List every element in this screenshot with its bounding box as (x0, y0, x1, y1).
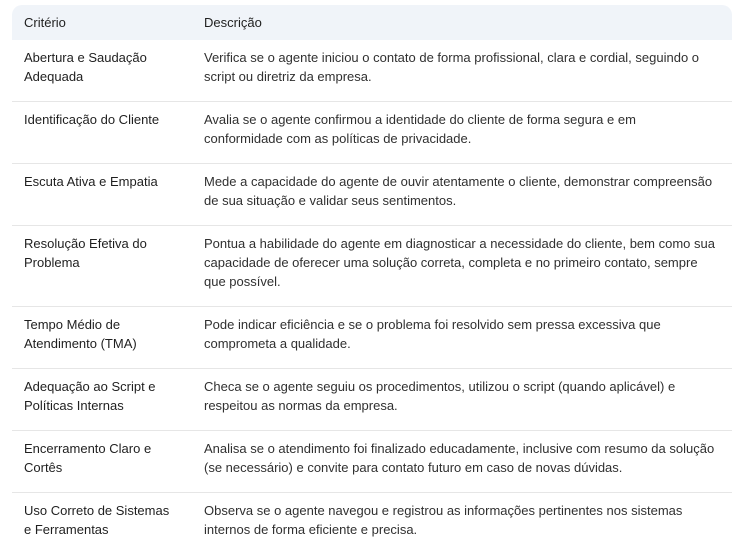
criteria-table (12, 5, 732, 554)
cell-descricao: Avalia se o agente confirmou a identidade do cliente de forma segura e em conformidade com as políticas de privacidade. (204, 112, 636, 146)
cell-criterio: Escuta Ativa e Empatia (24, 174, 158, 189)
header-descricao: Descrição (192, 5, 732, 40)
cell-criterio: Resolução Efetiva do Problema (24, 236, 147, 270)
cell-descricao: Checa se o agente seguiu os procedimentos, utilizou o script (quando aplicável) e respeitou as normas da empresa. (204, 379, 676, 413)
cell-descricao: Analisa se o atendimento foi finalizado educadamente, inclusive com resumo da solução (se necessário) e convite para contato futuro em caso de novas dúvidas. (204, 441, 715, 475)
cell-descricao: Pode indicar eficiência e se o problema foi resolvido sem pressa excessiva que comprometa a qualidade. (204, 317, 661, 351)
table-row (12, 493, 732, 555)
cell-criterio: Identificação do Cliente (24, 112, 160, 127)
cell-criterio: Uso Correto de Sistemas e Ferramentas (24, 503, 170, 537)
cell-criterio: Abertura e Saudação Adequada (24, 50, 147, 84)
cell-descricao: Pontua a habilidade do agente em diagnosticar a necessidade do cliente, bem como sua capacidade de oferecer uma solução correta, completa e no primeiro contato, sempre que possível. (204, 236, 715, 289)
table-row (12, 102, 732, 164)
table-row (12, 40, 732, 102)
cell-criterio: Encerramento Claro e Cortês (24, 441, 152, 475)
table-row (12, 307, 732, 369)
table-row (12, 431, 732, 493)
header-criterio: Critério (12, 5, 192, 40)
cell-descricao: Observa se o agente navegou e registrou as informações pertinentes nos sistemas internos de forma eficiente e precisa. (204, 503, 683, 537)
cell-criterio: Tempo Médio de Atendimento (TMA) (24, 317, 137, 351)
table-row (12, 164, 732, 226)
table-header-row (12, 5, 732, 40)
table-row (12, 226, 732, 307)
table-row (12, 369, 732, 431)
cell-descricao: Verifica se o agente iniciou o contato de forma profissional, clara e cordial, seguindo o script ou diretriz da empresa. (204, 50, 700, 84)
criteria-table-container (12, 5, 732, 554)
cell-descricao: Mede a capacidade do agente de ouvir atentamente o cliente, demonstrar compreensão de sua situação e validar seus sentimentos. (204, 174, 713, 208)
cell-criterio: Adequação ao Script e Políticas Internas (24, 379, 156, 413)
